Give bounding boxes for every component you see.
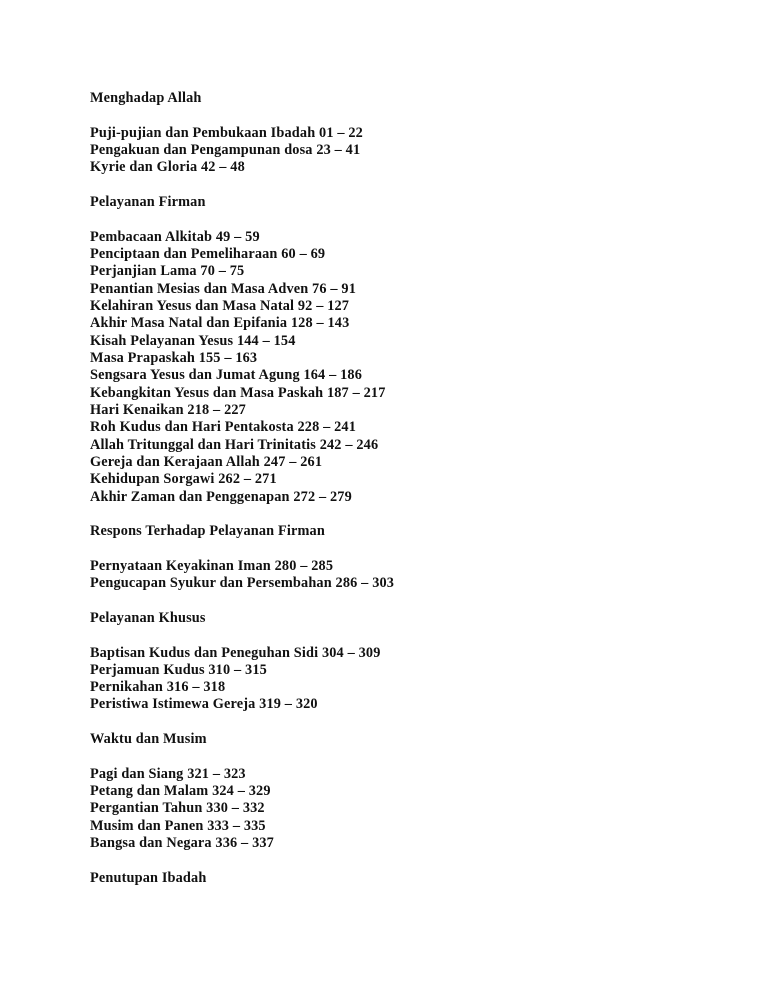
toc-entry: Hari Kenaikan 218 – 227	[90, 401, 246, 418]
toc-section	[90, 90, 394, 177]
section-heading: Pelayanan Khusus	[90, 609, 206, 626]
toc-entry: Kelahiran Yesus dan Masa Natal 92 – 127	[90, 297, 350, 314]
toc-section	[90, 523, 394, 592]
toc-entry: Roh Kudus dan Hari Pentakosta 228 – 241	[90, 419, 357, 436]
toc-entry: Bangsa dan Negara 336 – 337	[90, 835, 274, 852]
toc-entry: Penantian Mesias dan Masa Adven 76 – 91	[90, 280, 356, 297]
toc-entry: Kisah Pelayanan Yesus 144 – 154	[90, 332, 296, 349]
section-heading: Respons Terhadap Pelayanan Firman	[90, 523, 325, 540]
section-heading: Penutupan Ibadah	[90, 869, 207, 886]
toc-entry: Kebangkitan Yesus dan Masa Paskah 187 – 217	[90, 384, 386, 401]
toc-entry: Pergantian Tahun 330 – 332	[90, 800, 265, 817]
toc-entry: Baptisan Kudus dan Peneguhan Sidi 304 – 309	[90, 644, 381, 661]
toc-entry: Pembacaan Alkitab 49 – 59	[90, 228, 260, 245]
toc-entry: Pernikahan 316 – 318	[90, 679, 226, 696]
toc-entry: Allah Tritunggal dan Hari Trinitatis 242 – 246	[90, 436, 379, 453]
toc-entry: Perjamuan Kudus 310 – 315	[90, 661, 267, 678]
toc-entry: Kyrie dan Gloria 42 – 48	[90, 159, 245, 176]
section-heading: Waktu dan Musim	[90, 731, 207, 748]
toc-entry: Kehidupan Sorgawi 262 – 271	[90, 471, 277, 488]
toc-entry: Pagi dan Siang 321 – 323	[90, 765, 246, 782]
toc-entry: Petang dan Malam 324 – 329	[90, 783, 271, 800]
toc-entry: Akhir Zaman dan Penggenapan 272 – 279	[90, 488, 352, 505]
toc-entry: Pernyataan Keyakinan Iman 280 – 285	[90, 557, 334, 574]
document-page	[90, 90, 394, 904]
toc-entry: Penciptaan dan Pemeliharaan 60 – 69	[90, 245, 326, 262]
toc-entry: Puji-pujian dan Pembukaan Ibadah 01 – 22	[90, 124, 363, 141]
section-heading: Pelayanan Firman	[90, 193, 206, 210]
toc-entry: Pengakuan dan Pengampunan dosa 23 – 41	[90, 141, 361, 158]
toc-entry: Peristiwa Istimewa Gereja 319 – 320	[90, 696, 318, 713]
toc-entry: Pengucapan Syukur dan Persembahan 286 – 303	[90, 575, 395, 592]
toc-entry: Gereja dan Kerajaan Allah 247 – 261	[90, 453, 323, 470]
toc-entry: Akhir Masa Natal dan Epifania 128 – 143	[90, 315, 350, 332]
toc-section	[90, 870, 394, 887]
section-heading: Menghadap Allah	[90, 90, 202, 106]
toc-section	[90, 610, 394, 714]
toc-section	[90, 731, 394, 852]
toc-section	[90, 194, 394, 506]
toc-entry: Perjanjian Lama 70 – 75	[90, 263, 245, 280]
toc-entry: Masa Prapaskah 155 – 163	[90, 349, 258, 366]
toc-entry: Sengsara Yesus dan Jumat Agung 164 – 186	[90, 367, 362, 384]
toc-entry: Musim dan Panen 333 – 335	[90, 817, 266, 834]
